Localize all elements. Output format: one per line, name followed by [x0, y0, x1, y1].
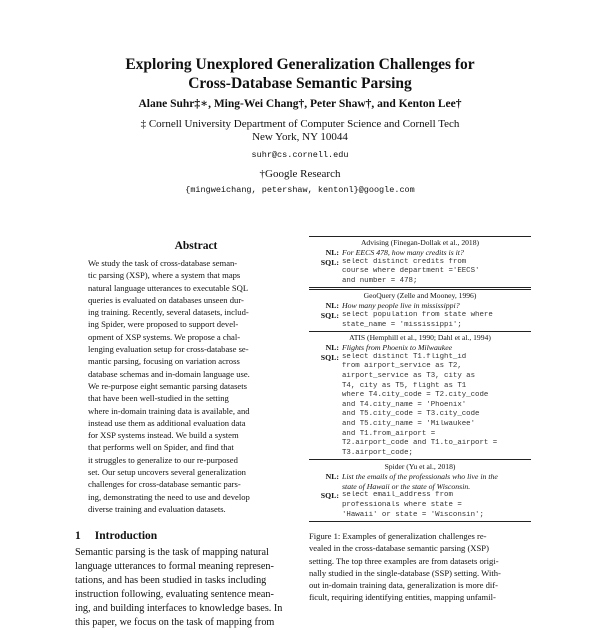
abstract-line: instead use them as additional evaluation data: [88, 417, 246, 428]
figure-1: [309, 236, 531, 522]
nl-row: [309, 248, 531, 258]
abstract-line: database schemas and in-domain language use.: [88, 368, 250, 379]
nl-text: [342, 472, 531, 491]
sql-row: [309, 258, 531, 287]
introduction-heading: [75, 530, 157, 542]
sql-line: from airport_service as T2,: [342, 362, 462, 371]
nl-line: For EECS 478, how many credits is it?: [342, 248, 464, 257]
sql-row: [309, 491, 531, 520]
nl-text: [342, 248, 531, 258]
intro-line: ing, and building interfaces to knowledge bases. In: [75, 603, 283, 614]
sql-row: [309, 353, 531, 459]
sql-text: [342, 258, 531, 287]
abstract-line: lenging evaluation setup for cross-database se-: [88, 344, 249, 355]
sql-line: T3.airport_code;: [342, 448, 413, 457]
abstract-line: it struggles to generalize to our re-purposed: [88, 454, 238, 465]
section-number: 1: [75, 530, 81, 542]
example-geoquery: [309, 291, 531, 330]
sql-text: [342, 353, 531, 459]
email-google: {mingweichang, petershaw, kentonl}@google.com: [185, 185, 415, 195]
nl-text: [342, 343, 531, 353]
abstract-line: opment of XSP systems. We propose a chal-: [88, 331, 241, 342]
sql-line: select population from state where: [342, 310, 493, 319]
abstract-line: set. Our setup uncovers several generalization: [88, 467, 246, 478]
affiliation-cornell-line-1: ‡ Cornell University Department of Computer Science and Cornell Tech: [140, 118, 460, 130]
example-advising: [309, 236, 531, 288]
example-header: ATIS (Hemphill et al., 1990; Dahl et al., 1994): [349, 333, 491, 343]
figure-caption: [309, 530, 531, 604]
abstract-line: natural language utterances to executable SQL: [88, 282, 249, 293]
paper-title: [0, 55, 600, 93]
email-cornell: suhr@cs.cornell.edu: [251, 150, 349, 160]
abstract-line: that have been well-studied in the setting: [88, 393, 229, 404]
authors: Alane Suhr‡∗, Ming-Wei Chang†, Peter Shaw†, and Kenton Lee†: [138, 98, 462, 110]
sql-label: SQL:: [320, 257, 339, 267]
abstract-line: challenges for cross-database semantic pars-: [88, 479, 241, 490]
divider: [309, 289, 531, 290]
intro-line: language utterances to formal meaning represen-: [75, 561, 274, 572]
caption-line: setting. The top three examples are from datasets origi-: [309, 555, 499, 566]
affiliation-google: †Google Research: [259, 168, 341, 180]
sql-text: [342, 311, 531, 330]
intro-line: instruction following, evaluating sentence mean-: [75, 589, 274, 600]
abstract-line: We study the task of cross-database seman-: [88, 258, 238, 268]
sql-line: and T4.city_name = 'Phoenix': [342, 400, 467, 409]
nl-line: state of Hawaii or the state of Wisconsin.: [342, 481, 471, 491]
abstract-line: diverse training and evaluation datasets.: [88, 503, 226, 514]
sql-line: and T5.city_name = 'Milwaukee': [342, 419, 476, 428]
example-atis: [309, 333, 531, 458]
sql-line: select distinct T1.flight_id: [342, 352, 467, 361]
caption-line: nally studied in the single-database (SSP) setting. With-: [309, 567, 501, 578]
sql-line: select email_address from: [342, 491, 453, 500]
sql-line: course where department ='EECS': [342, 267, 480, 276]
abstract-line: tic parsing (XSP), where a system that maps: [88, 270, 241, 281]
sql-row: [309, 311, 531, 330]
example-header: Spider (Yu et al., 2018): [384, 462, 456, 472]
abstract-line: for XSP systems instead. We build a system: [88, 430, 239, 441]
nl-label: NL:: [325, 248, 339, 257]
introduction-body: [75, 546, 305, 630]
title-line-2: Cross-Database Semantic Parsing: [188, 75, 412, 92]
nl-label: NL:: [325, 472, 339, 482]
sql-line: airport_service as T3, city as: [342, 371, 476, 380]
abstract-line: We re-purpose eight semantic parsing datasets: [88, 380, 247, 391]
caption-line: vealed in the cross-database semantic parsing (XSP): [309, 543, 489, 554]
sql-line: where T4.city_code = T2.city_code: [342, 391, 489, 400]
divider: [309, 331, 531, 332]
nl-text: [342, 301, 531, 311]
affiliation-cornell: [0, 118, 600, 144]
nl-row: [309, 472, 531, 491]
sql-line: 'Hawaii' or state = 'Wisconsin';: [342, 510, 484, 519]
caption-line: ficult, requiring identifying entities, mapping unfamil-: [309, 592, 496, 603]
abstract-line: where in-domain training data is available, and: [88, 405, 250, 416]
abstract-line: ing Spider, were proposed to support devel-: [88, 319, 239, 330]
example-spider: [309, 461, 531, 522]
example-header: Advising (Finegan-Dollak et al., 2018): [360, 238, 480, 247]
sql-line: state_name = 'mississippi';: [342, 320, 462, 329]
sql-label: SQL:: [320, 310, 339, 320]
intro-line: Semantic parsing is the task of mapping natural: [75, 547, 269, 558]
sql-line: T2.airport_code and T1.to_airport =: [342, 439, 498, 448]
caption-line: out in-domain training data, generalization is more dif-: [309, 580, 499, 591]
divider: [309, 459, 531, 460]
sql-line: and T5.city_code = T3.city_code: [342, 410, 480, 419]
abstract-line: that performs well on Spider, and find that: [88, 442, 234, 453]
intro-line: tations, and has been studied in tasks including: [75, 575, 267, 586]
sql-text: [342, 491, 531, 520]
nl-row: [309, 301, 531, 311]
nl-label: NL:: [325, 301, 339, 311]
abstract-heading: Abstract: [174, 240, 218, 252]
title-line-1: Exploring Unexplored Generalization Challenges for: [125, 56, 475, 73]
abstract-line: ing, demonstrating the need to use and develop: [88, 491, 250, 502]
abstract-line: queries is evaluated on databases unseen dur-: [88, 294, 244, 305]
nl-line: List the emails of the professionals who live in the: [342, 472, 498, 482]
nl-line: How many people live in mississippi?: [342, 301, 460, 311]
sql-line: T4, city as T5, flight as T1: [342, 381, 467, 390]
abstract-line: ing training. Recently, several datasets, includ-: [88, 307, 249, 318]
abstract-line: mantic parsing, focusing on variation across: [88, 356, 240, 367]
abstract-body: [88, 257, 304, 515]
sql-line: and number = 478;: [342, 276, 418, 285]
sql-line: and T1.from_airport =: [342, 429, 436, 438]
example-header: GeoQuery (Zelle and Mooney, 1996): [363, 291, 477, 301]
sql-label: SQL:: [320, 352, 339, 362]
sql-line: professionals where state =: [342, 501, 462, 510]
section-title: Introduction: [94, 530, 158, 542]
nl-label: NL:: [325, 343, 339, 353]
nl-line: Flights from Phoenix to Milwaukee: [342, 343, 453, 353]
nl-row: [309, 343, 531, 353]
sql-label: SQL:: [320, 491, 339, 501]
intro-line: this paper, we focus on the task of mapping from: [75, 617, 275, 628]
sql-line: select distinct credits from: [342, 257, 467, 266]
caption-line: Figure 1: Examples of generalization challenges re-: [309, 531, 487, 541]
affiliation-cornell-line-2: New York, NY 10044: [252, 131, 348, 143]
